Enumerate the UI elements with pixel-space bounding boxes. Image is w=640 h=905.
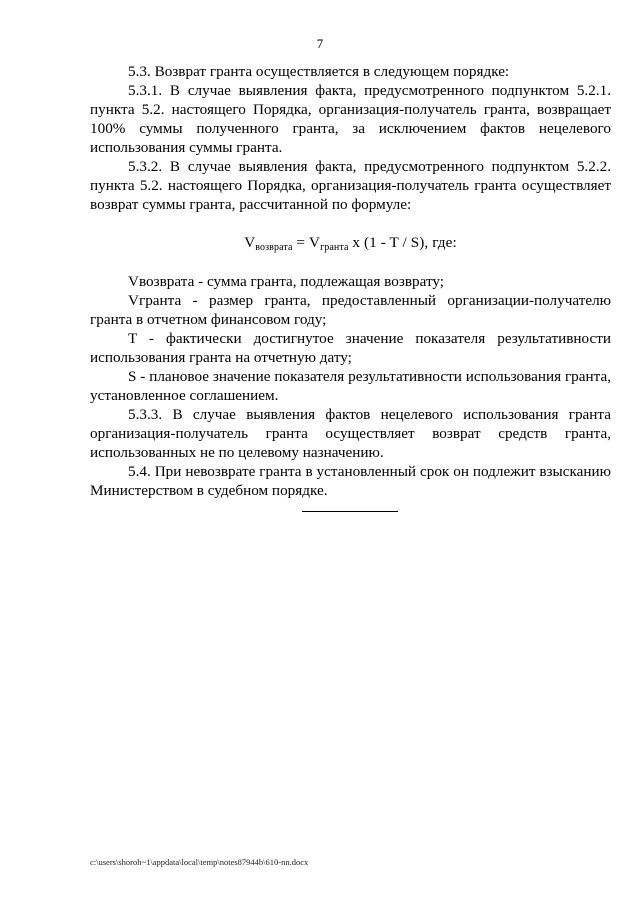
formula-v-grant: V: [308, 234, 321, 251]
paragraph-5-3-1: 5.3.1. В случае выявления факта, предусмотренного подпунктом 5.2.1. пункта 5.2. настоящего Порядка, организация-получатель гранта, возвращает 100% суммы полученного гранта, за исключением фактов нецелевого использования суммы гранта.: [90, 82, 611, 156]
definition-v-grant: Vгранта - размер гранта, предоставленный организации-получателю гранта в отчетном финансовом году;: [90, 292, 611, 328]
paragraph-5-4: 5.4. При невозврате гранта в установленный срок он подлежит взысканию Министерством в судебном порядке.: [90, 463, 611, 499]
formula-v-return: V: [244, 234, 256, 251]
formula-equals: =: [292, 234, 309, 251]
separator-line: [302, 511, 398, 512]
footer-file-path: c:\users\shoroh~1\appdata\local\temp\notes87944b\610-nn.docx: [90, 857, 309, 867]
document-body: [90, 62, 611, 500]
formula-v-grant-subscript: гранта: [320, 242, 349, 253]
formula: [90, 233, 611, 252]
page-number: 7: [316, 36, 324, 51]
formula-expression: x (1 - T / S), где:: [348, 234, 457, 251]
definition-s: S - плановое значение показателя результативности использования гранта, установленное соглашением.: [90, 368, 611, 404]
definition-v-return: Vвозврата - сумма гранта, подлежащая возврату;: [128, 273, 444, 290]
formula-v-return-subscript: возврата: [255, 242, 293, 253]
paragraph-5-3: 5.3. Возврат гранта осуществляется в следующем порядке:: [128, 63, 510, 80]
paragraph-5-3-2: 5.3.2. В случае выявления факта, предусмотренного подпунктом 5.2.2. пункта 5.2. настоящего Порядка, организация-получатель гранта осуществляет возврат суммы гранта, рассчитанной по формуле:: [90, 158, 611, 213]
paragraph-5-3-3: 5.3.3. В случае выявления фактов нецелевого использования гранта организация-получатель гранта осуществляет возврат средств гранта, использованных не по целевому назначению.: [90, 406, 611, 461]
definition-t: T - фактически достигнутое значение показателя результативности использования гранта на отчетную дату;: [90, 330, 611, 366]
